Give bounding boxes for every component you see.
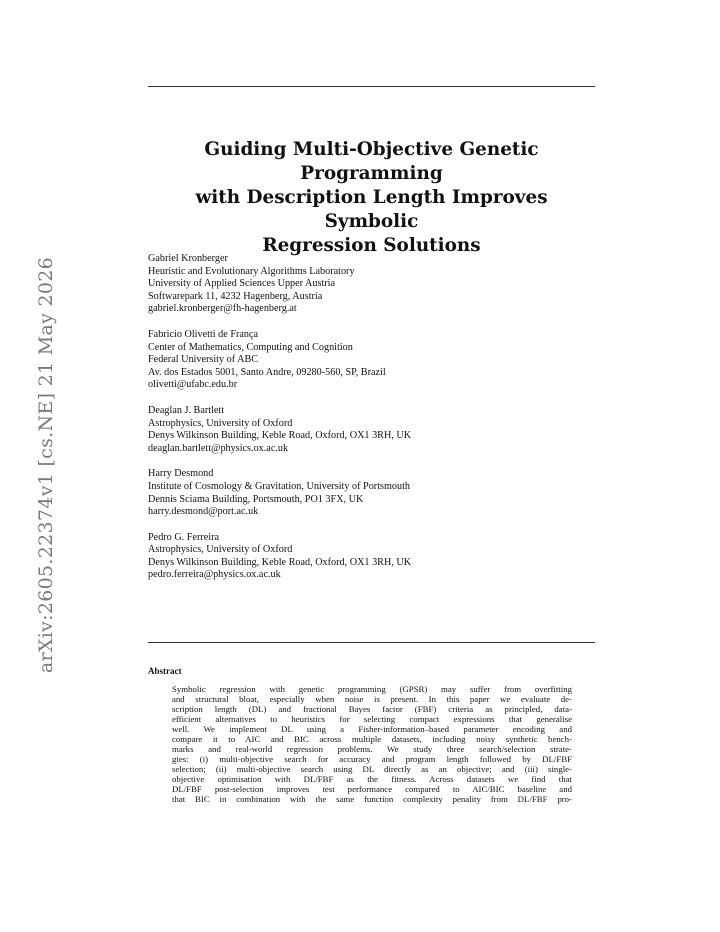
abstract-line: objective optimisation with DL/FBF as the fitness. Across datasets we find that [172, 774, 572, 784]
author-email: gabriel.kronberger@fh-hagenberg.at [148, 303, 297, 315]
author-name: Deaglan J. Bartlett [148, 404, 225, 416]
paper-title [148, 138, 595, 258]
top-rule [148, 86, 595, 87]
author-affiliation: Astrophysics, University of Oxford [148, 544, 293, 556]
abstract-line: and structural bloat, especially when noise is present. In this paper we evaluate de- [172, 694, 572, 704]
author-address: Denys Wilkinson Building, Keble Road, Oxford, OX1 3RH, UK [148, 556, 412, 568]
author-email: pedro.ferreira@physics.ox.ac.uk [148, 569, 281, 581]
abstract-line: well. We implement DL using a Fisher-information–based parameter encoding and [172, 724, 572, 734]
author-affiliation: Institute of Cosmology & Gravitation, University of Portsmouth [148, 480, 411, 492]
author-affiliation: Astrophysics, University of Oxford [148, 417, 293, 429]
author-block [148, 329, 595, 392]
title-line: with Description Length Improves Symbolic [195, 187, 548, 232]
author-email: olivetti@ufabc.edu.br [148, 379, 238, 391]
author-email: deaglan.bartlett@physics.ox.ac.uk [148, 442, 289, 454]
abstract-line: that BIC in combination with the same function complexity penality from DL/FBF pro- [172, 794, 572, 804]
author-list [148, 253, 595, 595]
author-name: Pedro G. Ferreira [148, 531, 220, 543]
author-address: Denys Wilkinson Building, Keble Road, Oxford, OX1 3RH, UK [148, 430, 412, 442]
abstract-line: Symbolic regression with genetic programming (GPSR) may suffer from overfitting [172, 684, 572, 694]
author-address: Av. dos Estados 5001, Santo Andre, 09280-560, SP, Brazil [148, 366, 386, 378]
author-block [148, 468, 595, 518]
title-line: Guiding Multi-Objective Genetic Programming [204, 139, 539, 184]
author-block [148, 253, 595, 316]
author-address: Dennis Sciama Building, Portsmouth, PO1 3FX, UK [148, 493, 364, 505]
abstract-line: efficient alternatives to heuristics for selecting compact expressions that generalise [172, 714, 572, 724]
author-affiliation: Center of Mathematics, Computing and Cognition [148, 341, 353, 353]
abstract-line: gies: (i) multi-objective search for accuracy and program length followed by DL/FBF [172, 754, 572, 764]
abstract-line: scription length (DL) and fractional Bayes factor (FBF) criteria as principled, data- [172, 704, 572, 714]
author-name: Harry Desmond [148, 468, 214, 480]
author-block [148, 532, 595, 582]
author-name: Fabricio Olivetti de França [148, 328, 259, 340]
author-address: Softwarepark 11, 4232 Hagenberg, Austria [148, 290, 323, 302]
author-name: Gabriel Kronberger [148, 253, 228, 264]
author-email: harry.desmond@port.ac.uk [148, 506, 259, 518]
abstract-line: marks and real-world regression problems. We study three search/selection strate- [172, 744, 572, 754]
arxiv-identifier: arXiv:2605.22374v1 [cs.NE] 21 May 2026 [35, 256, 57, 674]
author-block [148, 405, 595, 455]
abstract-line: DL/FBF post-selection improves test performance compared to AIC/BIC baseline and [172, 784, 572, 794]
abstract-heading: Abstract [148, 666, 182, 676]
title-line: Regression Solutions [262, 235, 481, 256]
author-affiliation: University of Applied Sciences Upper Austria [148, 278, 336, 290]
section-rule [148, 642, 595, 643]
abstract-line: compare it to AIC and BIC across multiple datasets, including noisy synthetic bench- [172, 734, 572, 744]
abstract-text [172, 684, 572, 804]
author-affiliation: Heuristic and Evolutionary Algorithms Laboratory [148, 265, 355, 277]
abstract-line: selection; (ii) multi-objective search using DL directly as an objective; and (iii) single- [172, 764, 572, 774]
author-affiliation: Federal University of ABC [148, 354, 259, 366]
